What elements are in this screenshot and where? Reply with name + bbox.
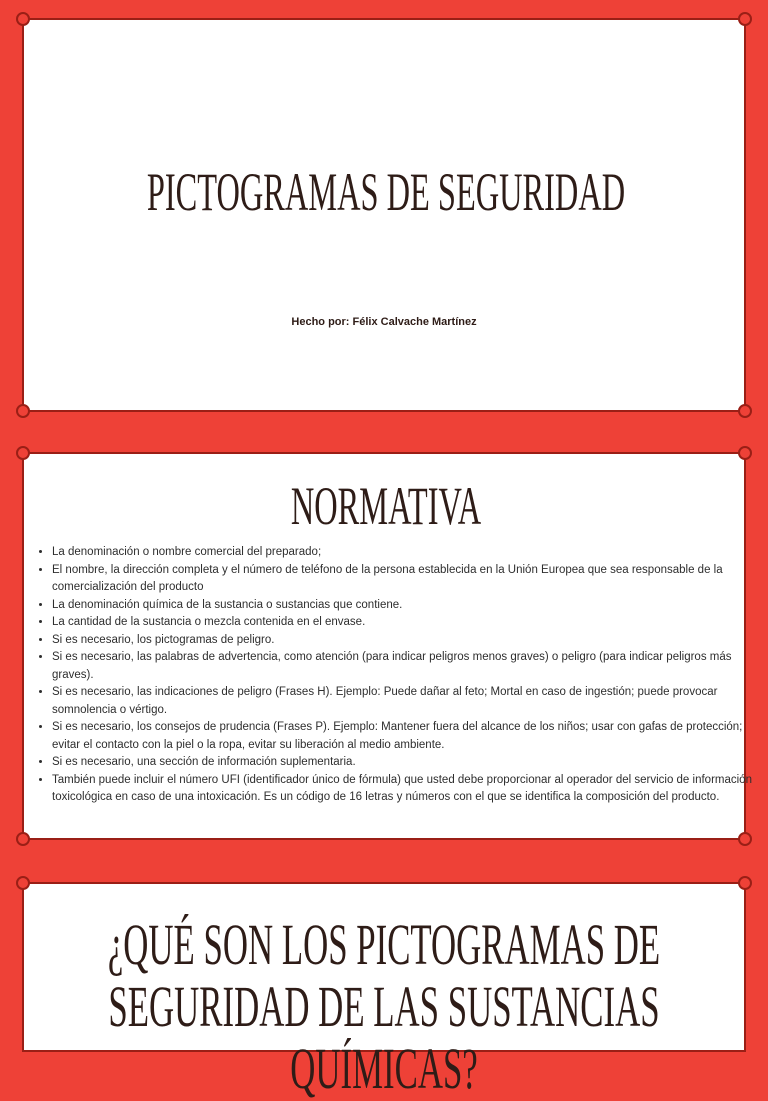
normativa-title: NORMATIVA — [290, 476, 482, 536]
author-credit: Hecho por: Félix Calvache Martínez — [291, 316, 477, 328]
corner-ornament — [738, 446, 752, 460]
corner-ornament — [738, 404, 752, 418]
list-item: • La cantidad de la sustancia o mezcla contenida en el envase. — [52, 614, 752, 632]
list-item: • Si es necesario, los pictogramas de peligro. — [52, 632, 752, 650]
list-item: • Si es necesario, las indicaciones de peligro (Frases H). Ejemplo: Puede dañar al feto; Mortal en caso de ingestión; puede provocar somnolencia o vértigo. — [52, 684, 752, 719]
cover-title: PICTOGRAMAS DE SEGURIDAD — [146, 162, 626, 222]
corner-ornament — [738, 12, 752, 26]
corner-ornament — [16, 12, 30, 26]
normativa-list — [38, 544, 752, 807]
corner-ornament — [16, 832, 30, 846]
list-item: • Si es necesario, los consejos de prudencia (Frases P). Ejemplo: Mantener fuera del alcance de los niños; usar con gafas de protección; evitar el contacto con la piel o la ropa, evitar su liberación al medio ambiente. — [52, 719, 752, 754]
list-item: • También puede incluir el número UFI (identificador único de fórmula) que usted debe proporcionar al operador del servicio de información toxicológica en caso de una intoxicación. Es un código de 16 letras y números con el que se identifica la composición del producto. — [52, 772, 752, 807]
corner-ornament — [16, 446, 30, 460]
list-item: • El nombre, la dirección completa y el número de teléfono de la persona establecida en la Unión Europea que sea responsable de la comercialización del producto — [52, 562, 752, 597]
corner-ornament — [738, 876, 752, 890]
list-item: • Si es necesario, las palabras de advertencia, como atención (para indicar peligros menos graves) o peligro (para indicar peligros más graves). — [52, 649, 752, 684]
normativa-card — [22, 452, 752, 840]
list-item: • La denominación química de la sustancia o sustancias que contiene. — [52, 597, 752, 615]
corner-ornament — [16, 876, 30, 890]
list-item: • Si es necesario, una sección de información suplementaria. — [52, 754, 752, 772]
corner-ornament — [738, 832, 752, 846]
cover-card — [22, 18, 746, 412]
corner-ornament — [16, 404, 30, 418]
que-son-title: ¿QUÉ SON LOS PICTOGRAMAS DE SEGURIDAD DE LAS SUSTANCIAS QUÍMICAS? — [107, 912, 661, 1101]
list-item: • La denominación o nombre comercial del preparado; — [52, 544, 752, 562]
que-son-card — [22, 882, 746, 1101]
